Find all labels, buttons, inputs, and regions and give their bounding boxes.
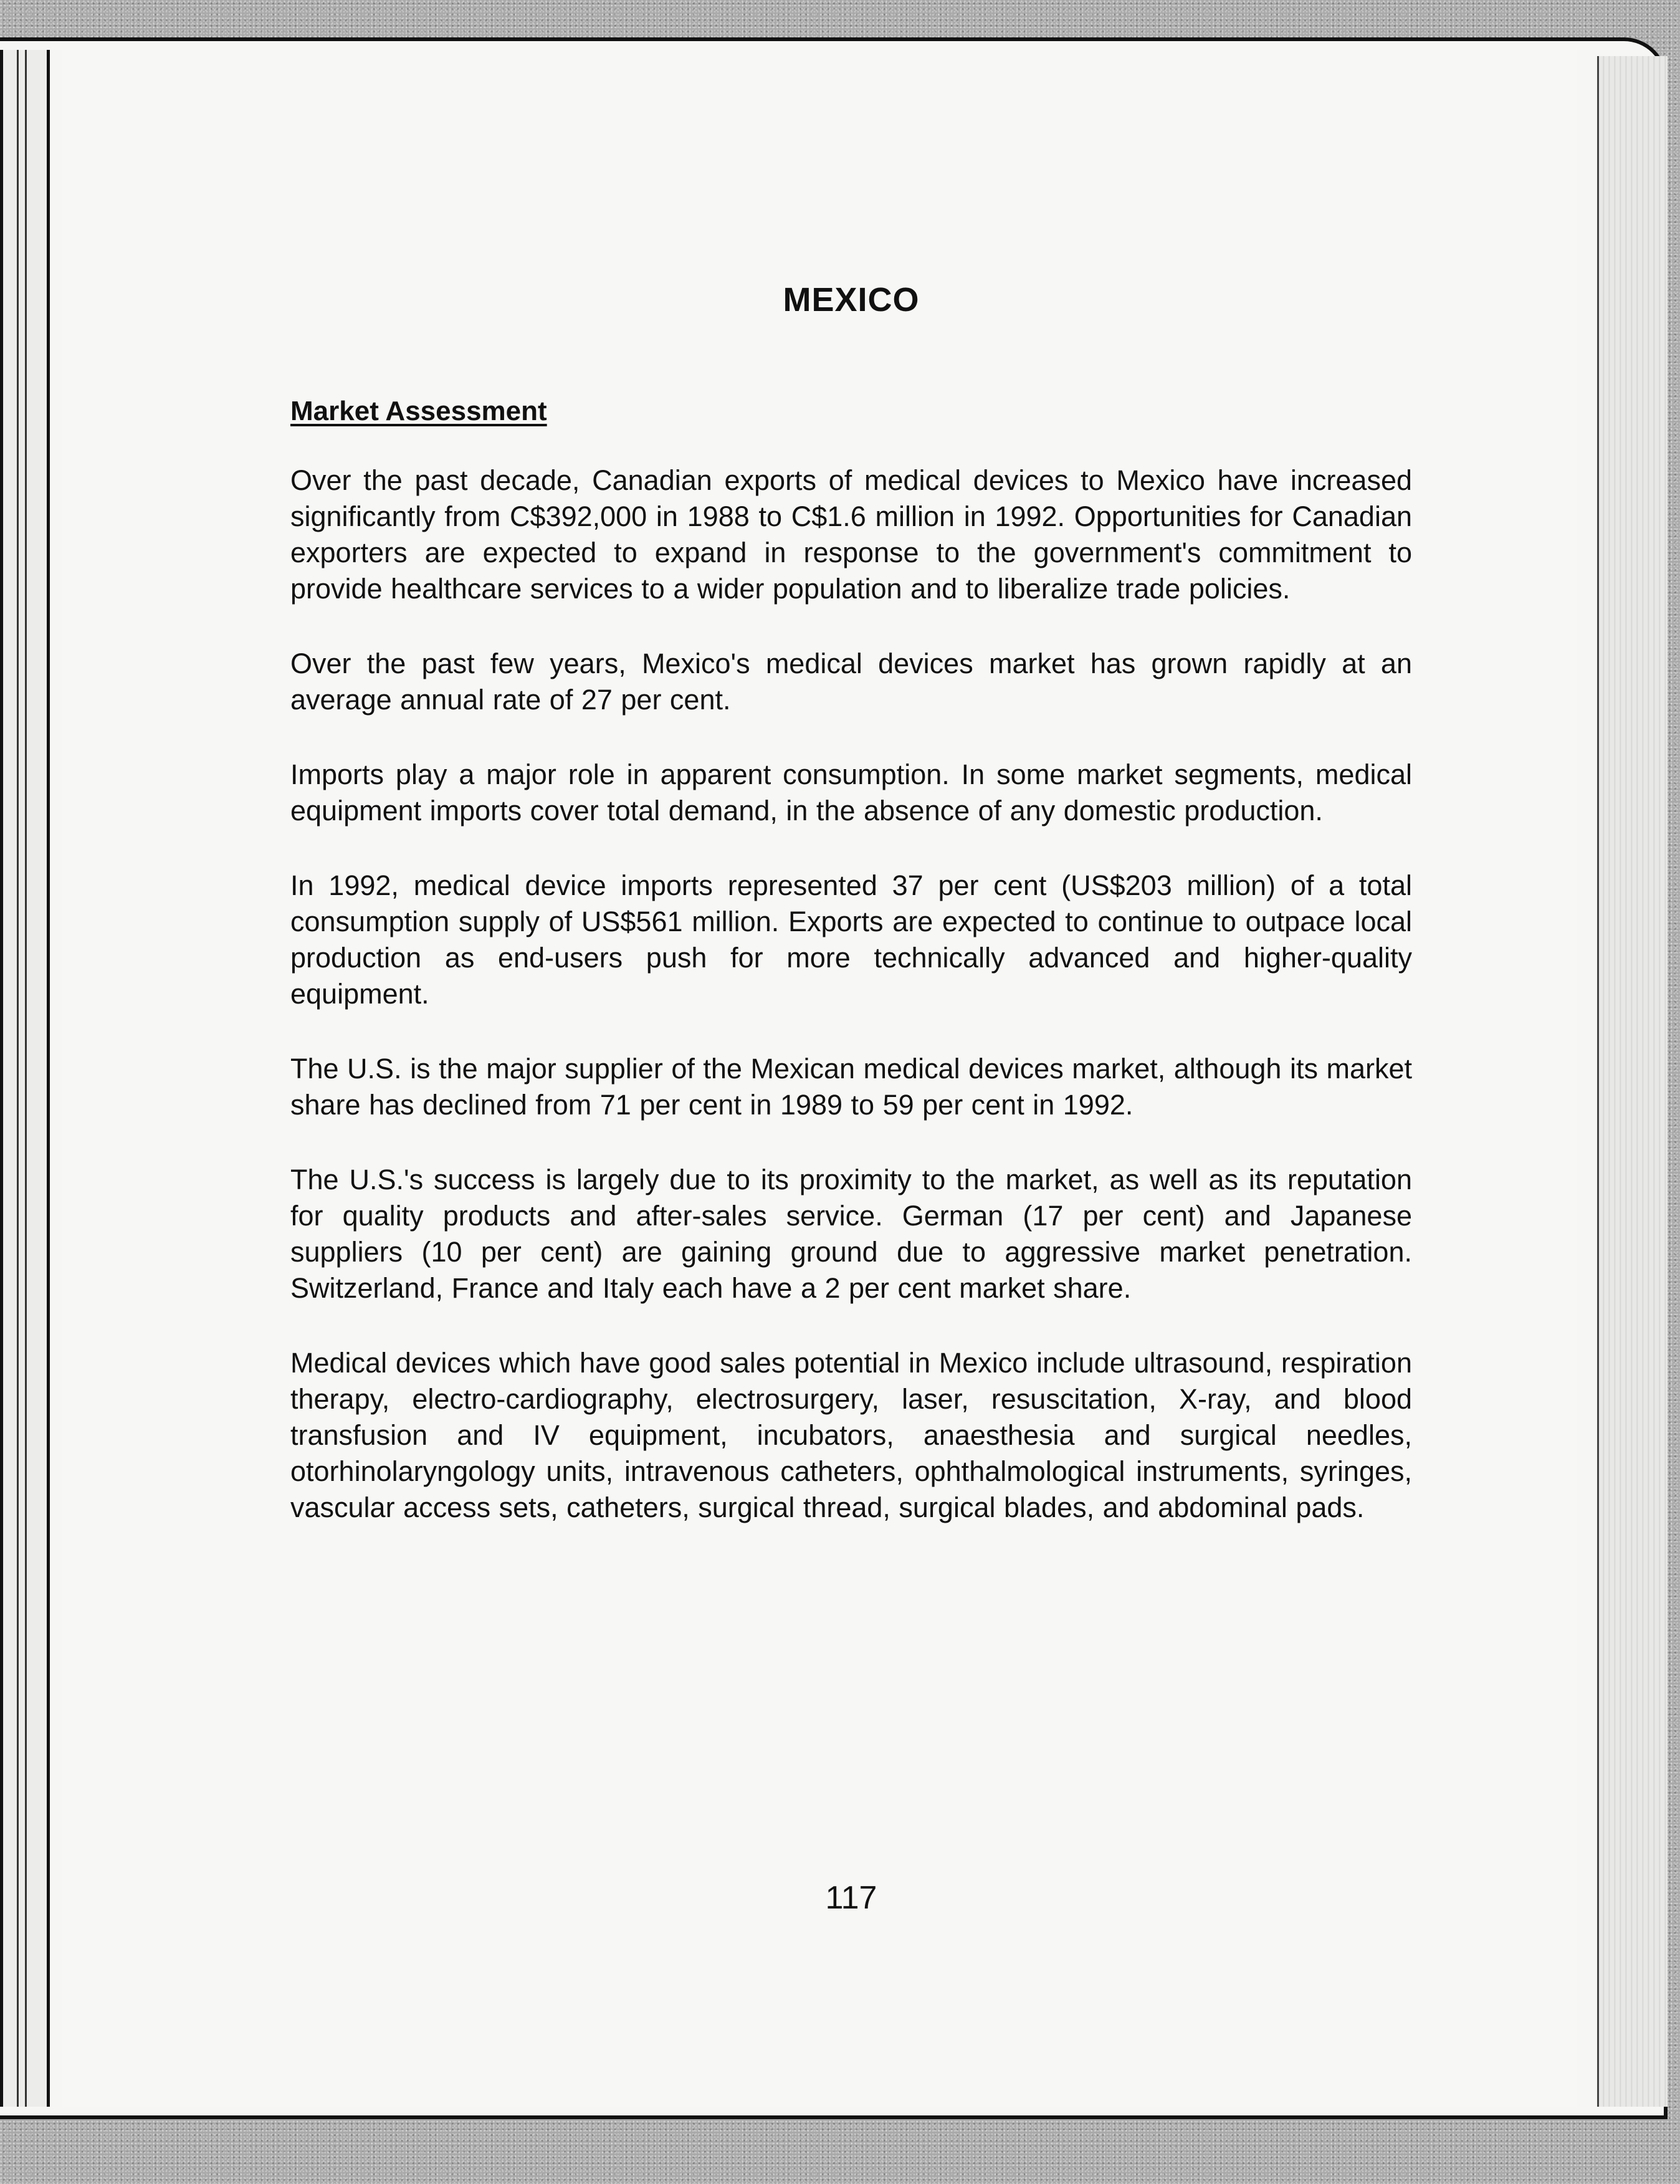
paragraph-competitors: The U.S.'s success is largely due to its proximity to the market, as well as its reputation for quality products and after-sales service. German (17 per cent) and Japanese suppliers (10 per cent) are gaining ground due to aggressive market penetration. Switzerland, France and Italy each have a 2 per cent market share. <box>290 1164 1412 1304</box>
page-title: MEXICO <box>783 281 920 318</box>
paragraph-consumption: In 1992, medical device imports represented 37 per cent (US$203 million) of a total consumption supply of US$561 million. Exports are expected to continue to outpace local production as end-users push for more technically advanced and higher-quality equipment. <box>290 869 1412 1010</box>
section-heading: Market Assessment <box>290 396 547 426</box>
paragraph-us-supplier: The U.S. is the major supplier of the Mexican medical devices market, although its market share has declined from 71 per cent in 1989 to 59 per cent in 1992. <box>290 1053 1412 1121</box>
paragraph-imports: Imports play a major role in apparent consumption. In some market segments, medical equipment imports cover total demand, in the absence of any domestic production. <box>290 759 1412 826</box>
paragraph-exports: Over the past decade, Canadian exports of medical devices to Mexico have increased significantly from C$392,000 in 1988 to C$1.6 million in 1992. Opportunities for Canadian exporters are expected to expand in response to the government's commitment to provide healthcare services to a wider population and to liberalize trade policies. <box>290 464 1412 605</box>
binder-spine <box>0 50 50 2107</box>
page-edges <box>1597 56 1668 2107</box>
paragraph-sales-potential: Medical devices which have good sales potential in Mexico include ultrasound, respiration therapy, electro-cardiography, electrosurgery, laser, resuscitation, X-ray, and blood transfusion and IV equipment, incubators, anaesthesia and surgical needles, otorhinolaryngology units, intravenous catheters, ophthalmological instruments, syringes, vascular access sets, catheters, surgical thread, surgical blades, and abdominal pads. <box>290 1347 1412 1523</box>
document-page <box>62 50 1577 2107</box>
body-text <box>290 462 1412 1564</box>
paragraph-market-growth: Over the past few years, Mexico's medical devices market has grown rapidly at an average annual rate of 27 per cent. <box>290 648 1412 716</box>
page-number: 117 <box>825 1880 877 1916</box>
